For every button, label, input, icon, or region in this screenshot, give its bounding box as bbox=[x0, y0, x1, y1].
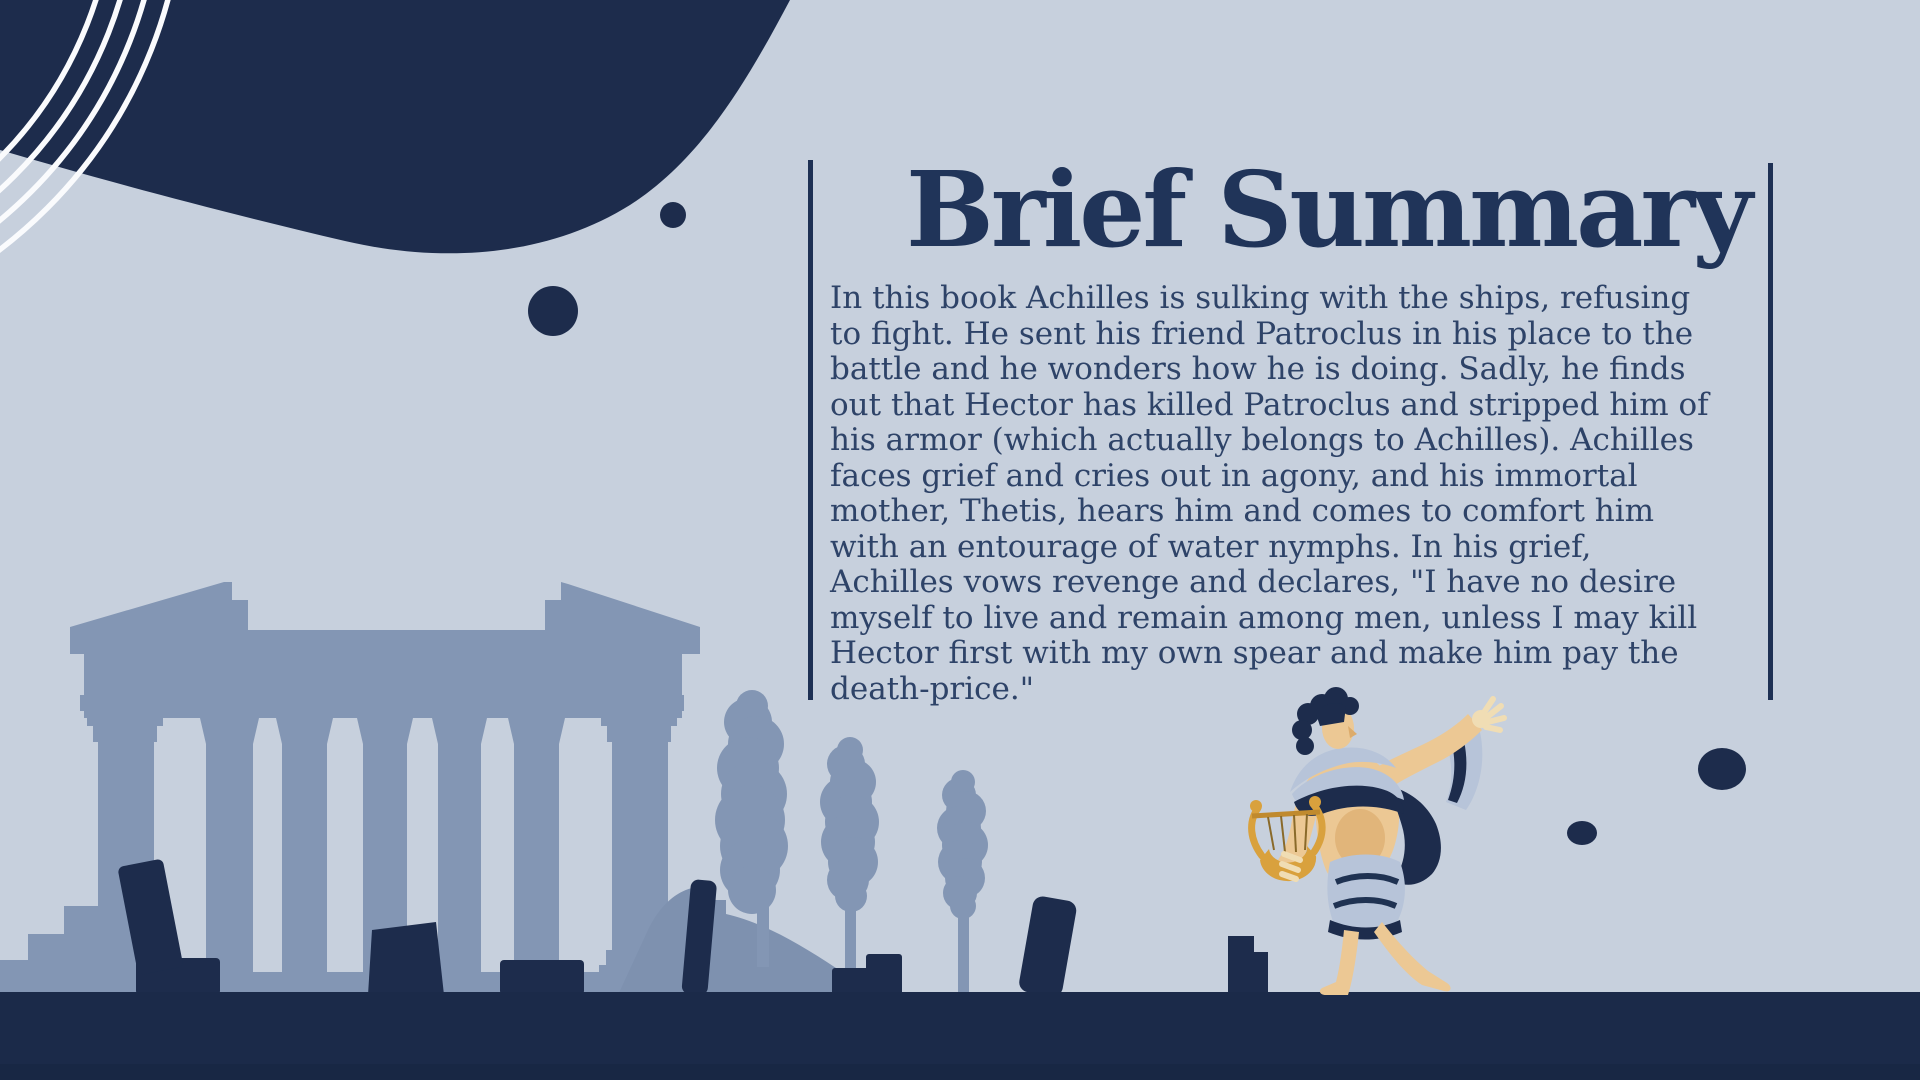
summary-line: myself to live and remain among men, unless I may kill bbox=[830, 599, 1698, 636]
temple-ruins-silhouette bbox=[0, 582, 708, 995]
dot-large-right bbox=[1698, 748, 1746, 790]
summary-line: faces grief and cries out in agony, and his immortal bbox=[830, 457, 1638, 494]
summary-line: out that Hector has killed Patroclus and stripped him of bbox=[830, 386, 1709, 423]
summary-paragraph bbox=[830, 281, 1780, 707]
ground-band-shadow bbox=[0, 1064, 1920, 1080]
summary-line: mother, Thetis, hears him and comes to comfort him bbox=[830, 493, 1655, 529]
lyre-player-illustration bbox=[1250, 687, 1504, 995]
dot-small-right bbox=[1567, 821, 1597, 845]
summary-line: his armor (which actually belongs to Achilles). Achilles bbox=[830, 422, 1694, 458]
summary-line: death-price." bbox=[830, 670, 1034, 707]
dot-medium-left bbox=[528, 286, 578, 336]
summary-line: In this book Achilles is sulking with the ships, refusing bbox=[830, 280, 1691, 316]
cypress-tree-3 bbox=[937, 770, 988, 995]
summary-line: Hector first with my own spear and make him pay the bbox=[830, 635, 1679, 671]
summary-line: Achilles vows revenge and declares, "I have no desire bbox=[830, 564, 1677, 600]
left-rule bbox=[808, 160, 813, 700]
summary-line: battle and he wonders how he is doing. Sadly, he finds bbox=[830, 351, 1686, 387]
summary-line: with an entourage of water nymphs. In his grief, bbox=[830, 528, 1592, 565]
dot-small-left bbox=[660, 202, 686, 228]
page-title: Brief Summary bbox=[906, 148, 1750, 271]
summary-line: to fight. He sent his friend Patroclus in his place to the bbox=[830, 315, 1694, 352]
cypress-tree-2 bbox=[820, 737, 879, 972]
